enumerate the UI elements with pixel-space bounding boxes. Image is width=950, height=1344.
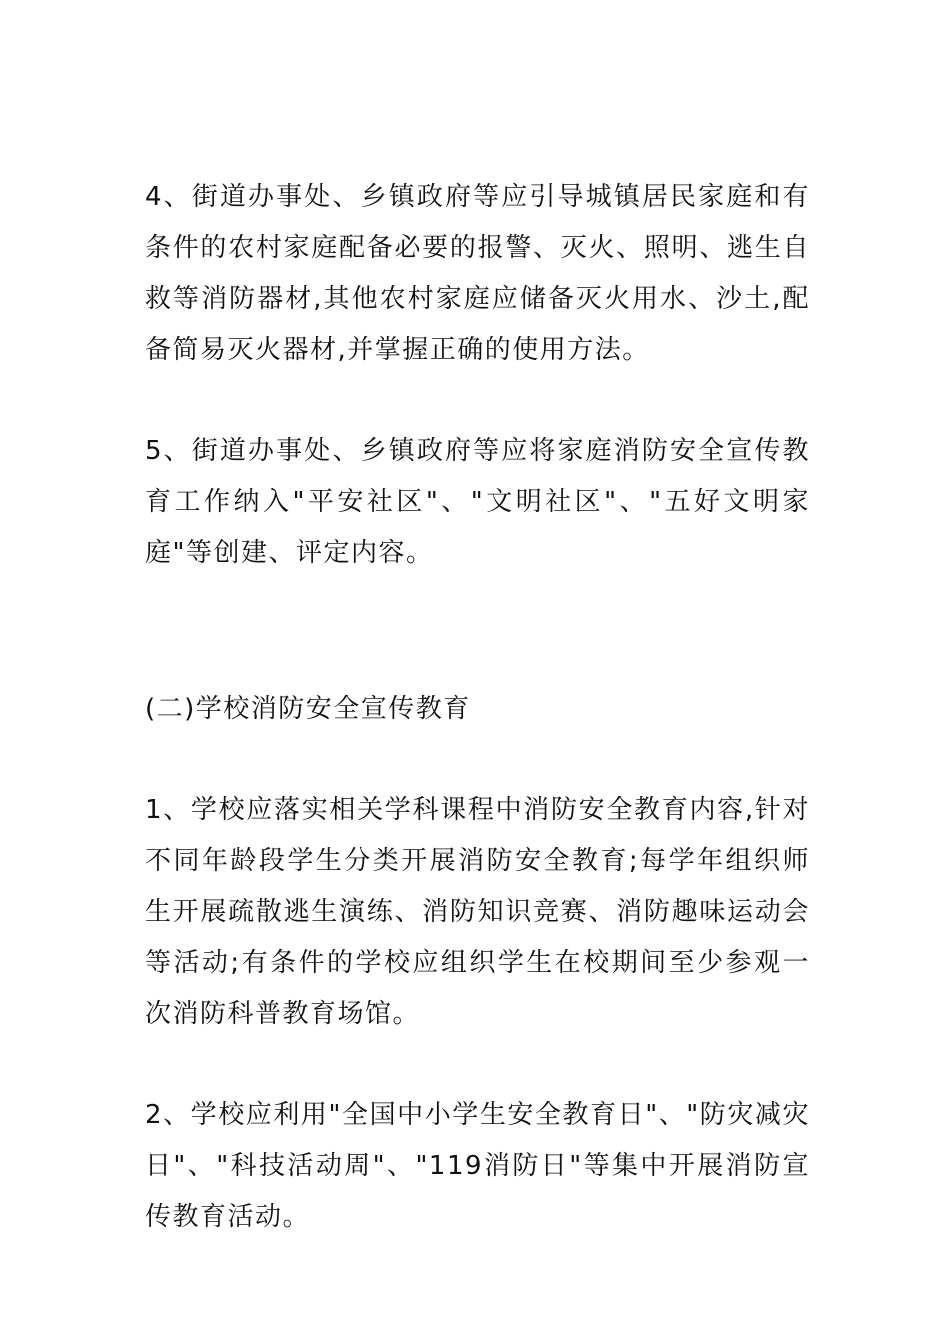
paragraph-item-2: 2、学校应利用"全国中小学生安全教育日"、"防灾减灾日"、"科技活动周"、"119消防日"等集中开展消防宣传教育活动。 <box>145 1100 810 1232</box>
document-body <box>145 172 810 1243</box>
paragraph-item-5: 5、街道办事处、乡镇政府等应将家庭消防安全宣传教育工作纳入"平安社区"、"文明社区"、"五好文明家庭"等创建、评定内容。 <box>145 436 810 568</box>
paragraph-spacer <box>145 376 810 426</box>
paragraph-item-4: 4、街道办事处、乡镇政府等应引导城镇居民家庭和有条件的农村家庭配备必要的报警、灭火、照明、逃生自救等消防器材,其他农村家庭应储备灭火用水、沙土,配备简易灭火器材,并掌握正确的使用方法。 <box>145 182 810 365</box>
paragraph-item-1: 1、学校应落实相关学科课程中消防安全教育内容,针对不同年龄段学生分类开展消防安全教育;每学年组织师生开展疏散逃生演练、消防知识竞赛、消防趣味运动会等活动;有条件的学校应组织学生在校期间至少参观一次消防科普教育场馆。 <box>145 795 810 1029</box>
section-spacer <box>145 579 810 684</box>
paragraph-spacer <box>145 735 810 785</box>
section-heading: (二)学校消防安全宣传教育 <box>145 694 471 724</box>
paragraph-spacer <box>145 1040 810 1090</box>
